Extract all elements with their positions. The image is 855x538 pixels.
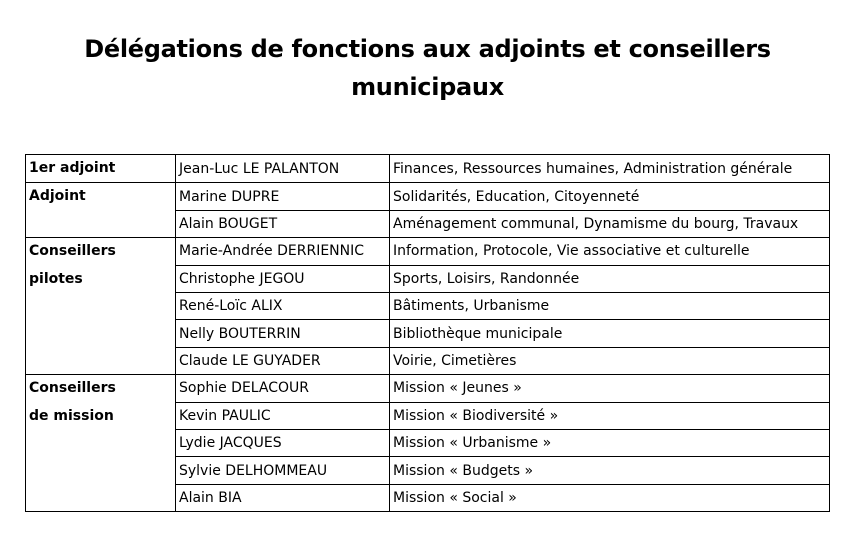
table-row <box>26 238 830 265</box>
page-title-line-1: Délégations de fonctions aux adjoints et conseillers <box>84 35 771 63</box>
member-name-cell: Sylvie DELHOMMEAU <box>176 457 390 484</box>
delegated-functions-cell: Mission « Urbanisme » <box>390 429 830 456</box>
role-label: Conseillers <box>29 243 116 260</box>
delegated-functions-cell: Mission « Budgets » <box>390 457 830 484</box>
delegated-functions-cell: Aménagement communal, Dynamisme du bourg, Travaux <box>390 210 830 237</box>
delegated-functions-cell: Solidarités, Education, Citoyenneté <box>390 183 830 210</box>
member-name-cell: Claude LE GUYADER <box>176 347 390 374</box>
table-row <box>26 183 830 210</box>
delegated-functions-cell: Information, Protocole, Vie associative et culturelle <box>390 238 830 265</box>
member-name-cell: Sophie DELACOUR <box>176 375 390 402</box>
member-name-cell: Alain BOUGET <box>176 210 390 237</box>
page-title-line-2: municipaux <box>351 73 504 101</box>
member-name-cell: Lydie JACQUES <box>176 429 390 456</box>
table-row <box>26 375 830 402</box>
delegated-functions-cell: Bâtiments, Urbanisme <box>390 292 830 319</box>
member-name-cell: Christophe JEGOU <box>176 265 390 292</box>
delegated-functions-cell: Sports, Loisirs, Randonnée <box>390 265 830 292</box>
member-name-cell: René-Loïc ALIX <box>176 292 390 319</box>
role-label: Adjoint <box>29 188 86 205</box>
role-cell <box>26 183 176 238</box>
role-cell <box>26 155 176 183</box>
delegated-functions-cell: Mission « Social » <box>390 484 830 511</box>
role-label: de mission <box>29 407 114 424</box>
member-name-cell: Jean-Luc LE PALANTON <box>176 155 390 183</box>
delegated-functions-cell: Finances, Ressources humaines, Administration générale <box>390 155 830 183</box>
delegations-table <box>25 154 830 512</box>
page-title <box>0 30 855 106</box>
delegated-functions-cell: Voirie, Cimetières <box>390 347 830 374</box>
role-label: pilotes <box>29 270 83 287</box>
role-label: Conseillers <box>29 380 116 397</box>
member-name-cell: Marine DUPRE <box>176 183 390 210</box>
member-name-cell: Alain BIA <box>176 484 390 511</box>
role-cell <box>26 375 176 512</box>
role-cell <box>26 238 176 375</box>
delegated-functions-cell: Mission « Jeunes » <box>390 375 830 402</box>
member-name-cell: Marie-Andrée DERRIENNIC <box>176 238 390 265</box>
table-row <box>26 155 830 183</box>
delegated-functions-cell: Mission « Biodiversité » <box>390 402 830 429</box>
delegated-functions-cell: Bibliothèque municipale <box>390 320 830 347</box>
role-label: 1er adjoint <box>29 160 116 176</box>
member-name-cell: Nelly BOUTERRIN <box>176 320 390 347</box>
delegations-table-body <box>26 155 830 512</box>
member-name-cell: Kevin PAULIC <box>176 402 390 429</box>
